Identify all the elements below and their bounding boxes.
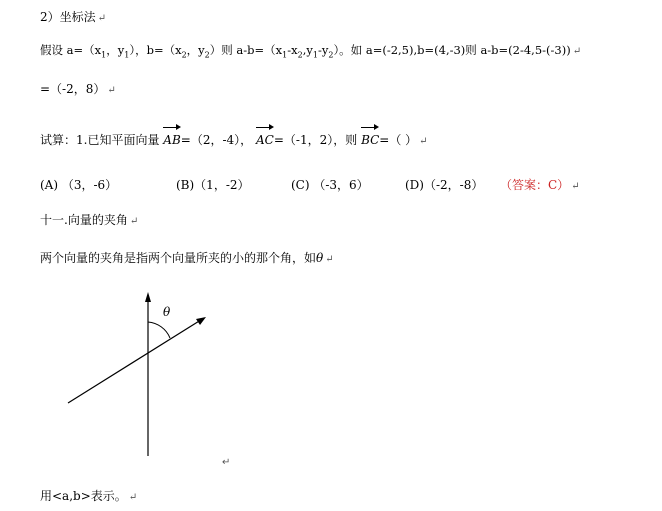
answer-text: （答案：C） — [500, 178, 570, 192]
slanted-vector — [68, 318, 204, 403]
paragraph-mark-icon: ↵ — [107, 85, 116, 96]
vector-ac: AC — [256, 126, 274, 148]
vector-ab: AB — [163, 126, 180, 148]
example-text: ,y — [302, 43, 313, 57]
paragraph-mark-icon: ↵ — [325, 254, 334, 265]
example-text: ）则 a-b=（x — [209, 43, 283, 57]
subscript: 1 — [101, 50, 107, 60]
paragraph-mark-icon: ↵ — [97, 13, 107, 24]
theta-symbol: θ — [316, 251, 324, 265]
angle-arc — [148, 322, 170, 338]
example-result: =（-2，8） — [40, 82, 106, 96]
subscript: 2 — [328, 50, 334, 60]
example-text: ，y — [186, 43, 205, 57]
example-text: -y — [317, 43, 329, 57]
example-text: -x — [287, 43, 298, 57]
definition-text: 两个向量的夹角是指两个向量所夹的小的那个角，如 — [40, 251, 317, 265]
paragraph-mark-icon: ↵ — [129, 216, 139, 227]
subscript: 2 — [204, 50, 210, 60]
notation-text: 用<a,b>表示。 — [40, 489, 127, 503]
example-text: ，y — [106, 43, 125, 57]
paragraph-mark-icon: ↵ — [419, 136, 428, 147]
subscript: 2 — [297, 50, 303, 60]
vector-bc-value: =（ ） — [379, 133, 418, 147]
heading-text: 2）坐标法 — [40, 10, 96, 24]
notation-line — [40, 488, 137, 506]
option-b: (B)（1，-2） — [176, 178, 250, 192]
subscript: 1 — [312, 50, 318, 60]
paragraph-mark-icon: ↵ — [222, 457, 231, 468]
subscript: 2 — [181, 50, 187, 60]
figure-theta-label: θ — [163, 305, 171, 319]
paragraph-mark-icon: ↵ — [571, 181, 580, 192]
slanted-vector-arrowhead — [196, 317, 206, 325]
example-text: ）。如 a=(-2,5),b=(4,-3)则 a-b=(2-4,5-(-3)) — [333, 43, 571, 57]
option-a: (A) （3，-6） — [40, 178, 118, 192]
option-d: (D)（-2，-8） — [405, 178, 484, 192]
vector-ac-value: =（-1，2），则 — [273, 133, 358, 147]
example-intro: 假设 a=（x — [40, 43, 102, 57]
example-text: ），b=（x — [129, 43, 182, 57]
subscript: 1 — [282, 50, 288, 60]
exercise-label: 试算：1.已知平面向量 — [40, 133, 160, 147]
section-title: 十一.向量的夹角 — [40, 213, 128, 227]
vertical-vector-arrowhead — [145, 292, 151, 302]
subscript: 1 — [124, 50, 130, 60]
vector-ab-value: =（2，-4）， — [180, 133, 253, 147]
paragraph-mark-icon: ↵ — [128, 492, 138, 503]
paragraph-mark-icon: ↵ — [572, 46, 582, 57]
vector-bc: BC — [361, 126, 379, 148]
option-c: (C) （-3，6） — [291, 178, 369, 192]
